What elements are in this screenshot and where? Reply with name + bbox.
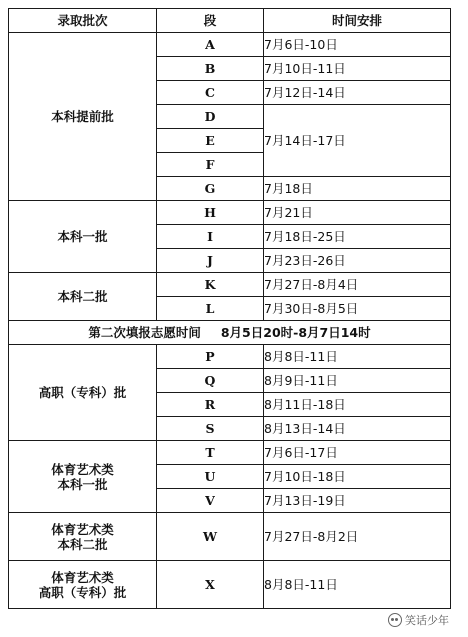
table-row (9, 345, 451, 369)
header-row (9, 9, 451, 33)
time-cell: 7月23日-26日 (264, 249, 451, 273)
time-cell: 7月10日-11日 (264, 57, 451, 81)
time-cell: 7月13日-19日 (264, 489, 451, 513)
segment-cell: L (157, 297, 264, 321)
batch-name (9, 513, 157, 561)
batch-name: 本科提前批 (9, 33, 157, 201)
time-cell: 8月13日-14日 (264, 417, 451, 441)
time-cell: 8月9日-11日 (264, 369, 451, 393)
table-row (9, 561, 451, 609)
header-time: 时间安排 (264, 9, 451, 33)
time-cell: 7月14日-17日 (264, 105, 451, 177)
batch-name-line2: 本科二批 (57, 536, 108, 552)
segment-cell: G (157, 177, 264, 201)
table-row (9, 513, 451, 561)
segment-cell: H (157, 201, 264, 225)
time-cell: 7月18日-25日 (264, 225, 451, 249)
segment-cell: J (157, 249, 264, 273)
time-cell: 7月6日-17日 (264, 441, 451, 465)
segment-cell: V (157, 489, 264, 513)
table-row (9, 273, 451, 297)
time-cell: 7月21日 (264, 201, 451, 225)
watermark-text: 笑话少年 (405, 614, 449, 627)
segment-cell: P (157, 345, 264, 369)
segment-cell: R (157, 393, 264, 417)
time-cell: 7月30日-8月5日 (264, 297, 451, 321)
segment-cell: E (157, 129, 264, 153)
batch-name: 本科一批 (9, 201, 157, 273)
batch-name-line2: 本科一批 (57, 476, 108, 492)
segment-cell: F (157, 153, 264, 177)
header-segment: 段 (157, 9, 264, 33)
table-row (9, 201, 451, 225)
admission-schedule-table (8, 8, 451, 609)
segment-cell: Q (157, 369, 264, 393)
time-cell: 8月8日-11日 (264, 561, 451, 609)
segment-cell: S (157, 417, 264, 441)
segment-cell: I (157, 225, 264, 249)
table-row (9, 33, 451, 57)
time-cell: 7月6日-10日 (264, 33, 451, 57)
batch-name: 本科二批 (9, 273, 157, 321)
segment-cell: D (157, 105, 264, 129)
table-row (9, 441, 451, 465)
time-cell: 7月18日 (264, 177, 451, 201)
time-cell: 8月11日-18日 (264, 393, 451, 417)
second-fill-notice (9, 321, 451, 345)
second-fill-time: 8月5日20时-8月7日14时 (220, 325, 371, 340)
header-batch: 录取批次 (9, 9, 157, 33)
batch-name (9, 561, 157, 609)
time-cell: 7月27日-8月4日 (264, 273, 451, 297)
time-cell: 8月8日-11日 (264, 345, 451, 369)
batch-name-line1: 体育艺术类 (51, 461, 114, 477)
segment-cell: T (157, 441, 264, 465)
segment-cell: X (157, 561, 264, 609)
segment-cell: A (157, 33, 264, 57)
time-cell: 7月27日-8月2日 (264, 513, 451, 561)
batch-name-line1: 体育艺术类 (51, 569, 114, 585)
time-cell: 7月12日-14日 (264, 81, 451, 105)
segment-cell: C (157, 81, 264, 105)
segment-cell: K (157, 273, 264, 297)
segment-cell: U (157, 465, 264, 489)
segment-cell: B (157, 57, 264, 81)
batch-name (9, 441, 157, 513)
batch-name-line1: 体育艺术类 (51, 521, 114, 537)
wechat-icon (388, 613, 402, 627)
segment-cell: W (157, 513, 264, 561)
second-fill-label: 第二次填报志愿时间 (88, 325, 201, 340)
batch-name-line2: 高职（专科）批 (38, 584, 127, 600)
time-cell: 7月10日-18日 (264, 465, 451, 489)
batch-name: 高职（专科）批 (9, 345, 157, 441)
watermark (388, 610, 449, 630)
second-fill-row (9, 321, 451, 345)
